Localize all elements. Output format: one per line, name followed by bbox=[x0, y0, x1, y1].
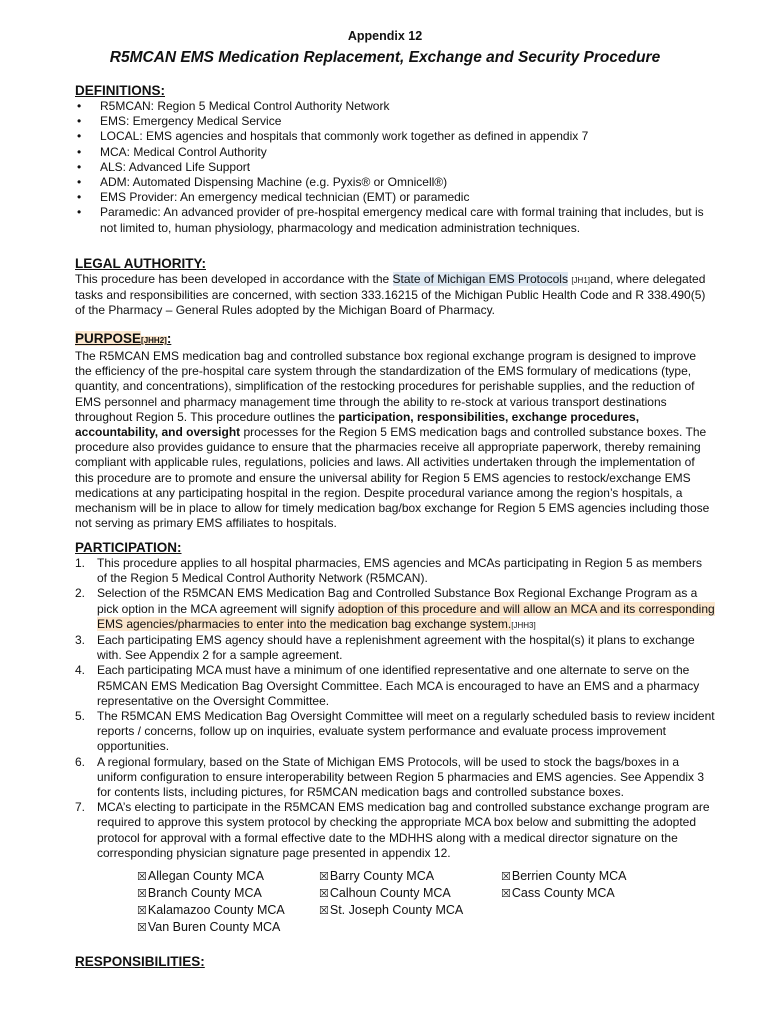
item-text: The R5MCAN EMS Medication Bag Oversight Committee will meet on a regularly scheduled basis to review incident reports / concerns, follow up on inquiries, evaluate system performance and evaluate process improvement opportunities. bbox=[97, 709, 715, 754]
participation-heading: PARTICIPATION: bbox=[75, 540, 182, 555]
legal-authority-paragraph bbox=[75, 272, 715, 319]
definition-item: • EMS Provider: An emergency medical technician (EMT) or paramedic bbox=[75, 190, 715, 205]
checked-box-icon: ☒ bbox=[319, 904, 329, 917]
mca-checkbox-berrien[interactable] bbox=[501, 868, 681, 885]
mca-label: Berrien County MCA bbox=[511, 869, 627, 883]
purpose-text-1: The R5MCAN EMS medication bag and controlled substance box regional exchange program is designed to improve the efficiency of the pre-hospital care system through the standardization of the EMS formulary of medications (type, quantity, and concentrations), simplification of the restocking procedures for perishable supplies, and the reduction of EMS personnel and pharmacy management time through the ability to re-stock at various transport destinations throughout Region 5. This procedure outlines the bbox=[75, 349, 697, 424]
definition-item: • LOCAL: EMS agencies and hospitals that commonly work together as defined in appendix 7 bbox=[75, 129, 715, 144]
mca-label: St. Joseph County MCA bbox=[329, 903, 464, 917]
purpose-paragraph bbox=[75, 349, 715, 531]
checked-box-icon: ☒ bbox=[137, 887, 147, 900]
purpose-section bbox=[75, 331, 715, 531]
legal-text-after: and, where delegated tasks and responsibilities are concerned, with section 333.16215 of the Michigan Public Health Code and R 338.490(5) of the Pharmacy – General Rules adopted by the Michigan Board of Pharmacy. bbox=[75, 272, 706, 318]
legal-authority-section bbox=[75, 256, 715, 319]
checked-box-icon: ☒ bbox=[501, 870, 511, 883]
participation-item bbox=[75, 800, 715, 861]
item-number: 1. bbox=[75, 556, 86, 570]
mca-checkbox-cass[interactable] bbox=[501, 885, 681, 902]
legal-text-before: This procedure has been developed in accordance with the bbox=[75, 272, 393, 286]
item-text: Selection of the R5MCAN EMS Medication Bag and Controlled Substance Box Regional Exchange Program as a pick option in the MCA agreement will signify bbox=[97, 586, 698, 616]
item-text: This procedure applies to all hospital pharmacies, EMS agencies and MCAs participating in Region 5 as members of the Region 5 Medical Control Authority Network (R5MCAN). bbox=[97, 556, 702, 586]
mca-label: Kalamazoo County MCA bbox=[147, 903, 285, 917]
purpose-heading-colon: : bbox=[166, 331, 172, 346]
mca-label: Calhoun County MCA bbox=[329, 886, 451, 900]
participation-item bbox=[75, 663, 715, 709]
mca-checkbox-van-buren[interactable] bbox=[137, 919, 317, 936]
legal-authority-heading: LEGAL AUTHORITY: bbox=[75, 256, 206, 271]
mca-checkbox-branch[interactable] bbox=[137, 885, 317, 902]
mca-checkbox-allegan[interactable] bbox=[137, 868, 317, 885]
definitions-list bbox=[75, 99, 715, 236]
definition-item: • ADM: Automated Dispensing Machine (e.g. Pyxis® or Omnicell®) bbox=[75, 175, 715, 190]
mca-checkbox-calhoun[interactable] bbox=[319, 885, 499, 902]
definition-item: • Paramedic: An advanced provider of pre-hospital emergency medical care with formal training that includes, but is not limited to, human physiology, pharmacology and medication administration techniques. bbox=[75, 205, 715, 235]
participation-item bbox=[75, 586, 715, 633]
checked-box-icon: ☒ bbox=[319, 887, 329, 900]
item-text: MCA’s electing to participate in the R5MCAN EMS medication bag and controlled substance exchange program are required to approve this system protocol by checking the appropriate MCA box below and submitting the adopted protocol for approval with a formal effective date to the MDHHS along with a medical director signature on the corresponding physician signature page presented in appendix 12. bbox=[97, 800, 710, 860]
responsibilities-section bbox=[75, 954, 715, 970]
definition-item: • R5MCAN: Region 5 Medical Control Authority Network bbox=[75, 99, 715, 114]
comment-marker-jhh2[interactable]: [JHH2] bbox=[141, 336, 167, 345]
mca-column-3 bbox=[501, 868, 681, 902]
mca-checkbox-kalamazoo[interactable] bbox=[137, 902, 317, 919]
checked-box-icon: ☒ bbox=[137, 870, 147, 883]
participation-item bbox=[75, 633, 715, 663]
participation-item bbox=[75, 709, 715, 755]
checked-box-icon: ☒ bbox=[137, 904, 147, 917]
mca-checkbox-st-joseph[interactable] bbox=[319, 902, 499, 919]
mca-label: Barry County MCA bbox=[329, 869, 435, 883]
item-number: 4. bbox=[75, 663, 86, 678]
mca-column-1 bbox=[137, 868, 317, 936]
checked-box-icon: ☒ bbox=[501, 887, 511, 900]
comment-marker-jh1[interactable]: [JH1] bbox=[571, 276, 590, 285]
adoption-highlight: adoption of this procedure and will allow an MCA and its corresponding EMS agencies/pharmacies to enter into the medication bag exchange system. bbox=[97, 601, 715, 631]
protocols-highlight: State of Michigan EMS Protocols bbox=[392, 272, 568, 286]
participation-item bbox=[75, 556, 715, 586]
appendix-label: Appendix 12 bbox=[347, 29, 423, 43]
definition-item: • ALS: Advanced Life Support bbox=[75, 160, 715, 175]
item-text: Each participating MCA must have a minimum of one identified representative and one alternate to serve on the R5MCAN EMS Medication Bag Oversight Committee. Each MCA is encouraged to have an EMS and a pharmacy representative on the Oversight Committee. bbox=[97, 663, 700, 708]
item-text: A regional formulary, based on the State of Michigan EMS Protocols, will be used to stock the bags/boxes in a uniform configuration to ensure interoperability between Region 5 pharmacies and EMS agencies. See Appendix 3 for contents lists, including pictures, for R5MCAN medication bags and controlled substance boxes. bbox=[97, 754, 705, 800]
mca-label: Van Buren County MCA bbox=[147, 920, 281, 934]
participation-list bbox=[75, 556, 715, 861]
item-text: Each participating EMS agency should have a replenishment agreement with the hospital(s) it plans to exchange with. See Appendix 2 for a sample agreement. bbox=[97, 633, 695, 663]
mca-label: Branch County MCA bbox=[147, 886, 262, 900]
item-number: 2. bbox=[75, 586, 86, 601]
mca-column-2 bbox=[319, 868, 499, 919]
purpose-heading-text: PURPOSE bbox=[75, 331, 142, 346]
definition-item: • EMS: Emergency Medical Service bbox=[75, 114, 715, 129]
item-number: 3. bbox=[75, 633, 86, 648]
definitions-section bbox=[75, 83, 715, 236]
purpose-heading bbox=[75, 331, 715, 349]
comment-marker-jhh3[interactable]: [JHH3] bbox=[511, 620, 536, 630]
item-number: 6. bbox=[75, 754, 86, 769]
checked-box-icon: ☒ bbox=[137, 921, 147, 934]
definitions-heading: DEFINITIONS: bbox=[75, 83, 165, 98]
responsibilities-heading: RESPONSIBILITIES: bbox=[75, 954, 205, 969]
checked-box-icon: ☒ bbox=[319, 870, 329, 883]
mca-label: Cass County MCA bbox=[511, 886, 615, 900]
mca-label: Allegan County MCA bbox=[147, 869, 264, 883]
purpose-bold-text: participation, responsibilities, exchange procedures, accountability, and oversight bbox=[75, 409, 640, 440]
purpose-text-2: processes for the Region 5 EMS medication bags and controlled substance boxes. The procedure also provides guidance to ensure that the pharmacies receive all appropriate paperwork, thereby remaining compliant with applicable rules, regulations, policies and laws. All activities undertaken through the implementation of this procedure are to promote and ensure the universal ability for Region 5 EMS agencies to restock/exchange EMS medications at any participating hospital in the region. Despite procedural variance among the region’s hospitals, a mechanism will be in place to allow for timely medication bag/box exchange for Region 5 EMS agencies including those not serving as primary EMS affiliates to hospitals. bbox=[75, 425, 710, 531]
participation-item bbox=[75, 755, 715, 801]
item-number: 7. bbox=[75, 800, 86, 815]
definition-item: • MCA: Medical Control Authority bbox=[75, 145, 715, 160]
participation-section bbox=[75, 540, 715, 861]
item-number: 5. bbox=[75, 709, 86, 724]
document-title: R5MCAN EMS Medication Replacement, Exchange and Security Procedure bbox=[109, 49, 661, 66]
mca-checkbox-barry[interactable] bbox=[319, 868, 499, 885]
